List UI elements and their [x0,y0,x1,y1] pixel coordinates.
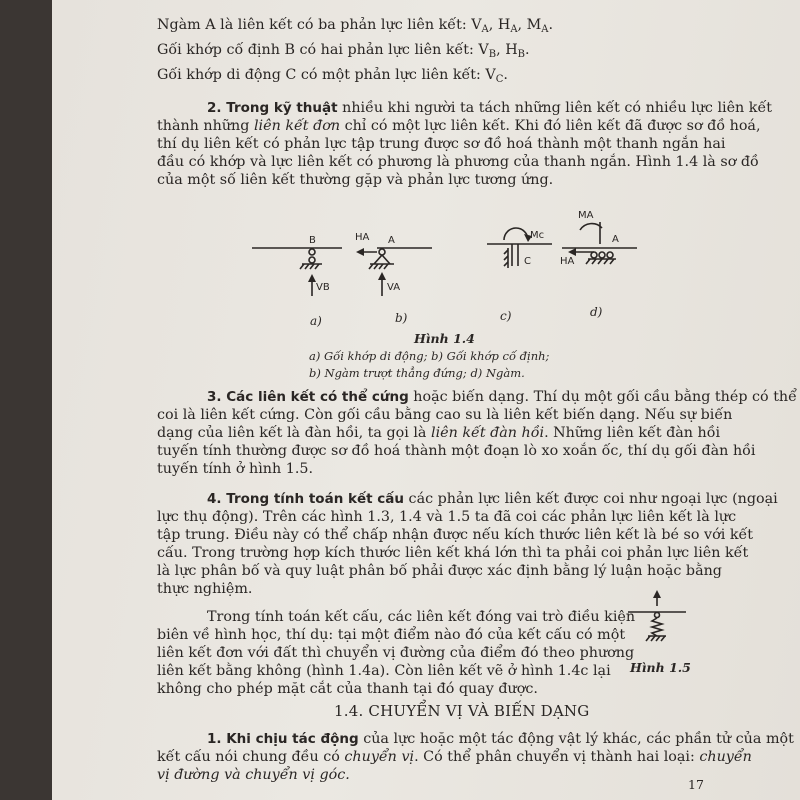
text-line-2: Gối khớp cố định B có hai phản lực liên kết: $V_B$, $H_B$. [157,42,530,60]
para5-line5: không cho phép mặt cắt của thanh tại đó quay được. [157,681,538,697]
label-c: C [524,256,531,267]
figure-1-4-caption-1: a) Gối khớp di động; b) Gối khớp cố định; [309,349,550,363]
para4-line2: lực thụ động). Trên các hình 1.3, 1.4 và 1.5 ta đã coi các phản lực liên kết là lực [157,509,737,525]
para5-line4: liên kết bằng không (hình 1.4a). Còn liên kết vẽ ở hình 1.4c lại [157,663,611,679]
fig-label-d: d) [590,305,603,319]
para2-line1: 2. Trong kỹ thuật nhiều khi người ta tách những liên kết có nhiều lực liên kết [207,100,773,116]
para3-line5: tuyến tính ở hình 1.5. [157,461,314,477]
label-va: VA [387,282,401,293]
text-line-1: Ngàm A là liên kết có ba phản lực liên kết: $V_A$, $H_A$, $M_A$. [157,17,554,35]
para3-line3: dạng của liên kết là đàn hồi, ta gọi là liên kết đàn hồi. Những liên kết đàn hồi [157,425,721,441]
para4-line4: cấu. Trong trường hợp kích thước liên kết khá lớn thì ta phải coi phản lực liên kết [157,545,749,561]
figure-1-4-title: Hình 1.4 [414,331,475,346]
label-ha: HA [355,232,370,243]
label-ma: MA [578,210,594,221]
label-mc: Mc [530,230,545,241]
para3-line4: tuyến tính thường được sơ đồ hoá thành một đoạn lò xo xoắn ốc, thí dụ gối đàn hồi [157,443,756,459]
para3-line1: 3. Các liên kết có thể cứng hoặc biến dạng. Thí dụ một gối cầu bằng thép có thể [207,389,797,405]
label-vb: VB [316,282,330,293]
para2-line3: thí dụ liên kết có phản lực tập trung được sơ đồ hoá thành một thanh ngắn hai [157,136,726,152]
para4-line1: 4. Trong tính toán kết cấu các phản lực liên kết được coi như ngoại lực (ngoại [207,491,778,507]
para6-line2: kết cấu nói chung đều có chuyển vị. Có thể phân chuyển vị thành hai loại: chuyển [157,749,752,765]
figure-1-5-title: Hình 1.5 [630,660,691,675]
fig-label-a: a) [310,314,322,328]
label-ha-d: HA [560,256,575,267]
label-a: A [388,235,395,246]
para2-line2: thành những liên kết đơn chỉ có một lực liên kết. Khi đó liên kết đã được sơ đồ hoá, [157,118,761,134]
para2-line4: đầu có khớp và lực liên kết có phương là phương của thanh ngắn. Hình 1.4 là sơ đồ [157,154,759,170]
figure-1-4 [242,200,672,330]
para5-line3: liên kết đơn với đất thì chuyển vị đường của điểm đó theo phương [157,645,635,661]
section-heading: 1.4. CHUYỂN VỊ VÀ BIẾN DẠNG [334,702,590,720]
text-line-3: Gối khớp di động C có một phản lực liên kết: $V_C$. [157,67,508,85]
figure-1-4-caption-2: b) Ngàm trượt thẳng đứng; d) Ngàm. [309,366,525,380]
book-page [52,0,800,800]
label-a-d: A [612,234,619,245]
para5-line2: biên về hình học, thí dụ: tại một điểm nào đó của kết cấu có một [157,627,626,643]
para5-line1: Trong tính toán kết cấu, các liên kết đóng vai trò điều kiện [207,609,636,625]
fig-label-c: c) [500,309,512,323]
label-b: B [309,235,316,246]
page-number: 17 [688,777,704,792]
para3-line2: coi là liên kết cứng. Còn gối cầu bằng cao su là liên kết biến dạng. Nếu sự biến [157,407,733,423]
para2-line5: của một số liên kết thường gặp và phản lực tương ứng. [157,172,554,188]
para6-line1: 1. Khi chịu tác động của lực hoặc một tác động vật lý khác, các phần tử của một [207,731,794,747]
para4-line6: thực nghiệm. [157,581,253,597]
para4-line5: là lực phân bố và quy luật phân bố phải được xác định bằng lý luận hoặc bằng [157,563,722,579]
fig-label-b: b) [395,311,408,325]
figure-1-5 [622,586,692,656]
para4-line3: tập trung. Điều này có thể chấp nhận được nếu kích thước liên kết là bé so với kết [157,527,754,543]
para6-line3: vị đường và chuyển vị góc. [157,767,350,783]
